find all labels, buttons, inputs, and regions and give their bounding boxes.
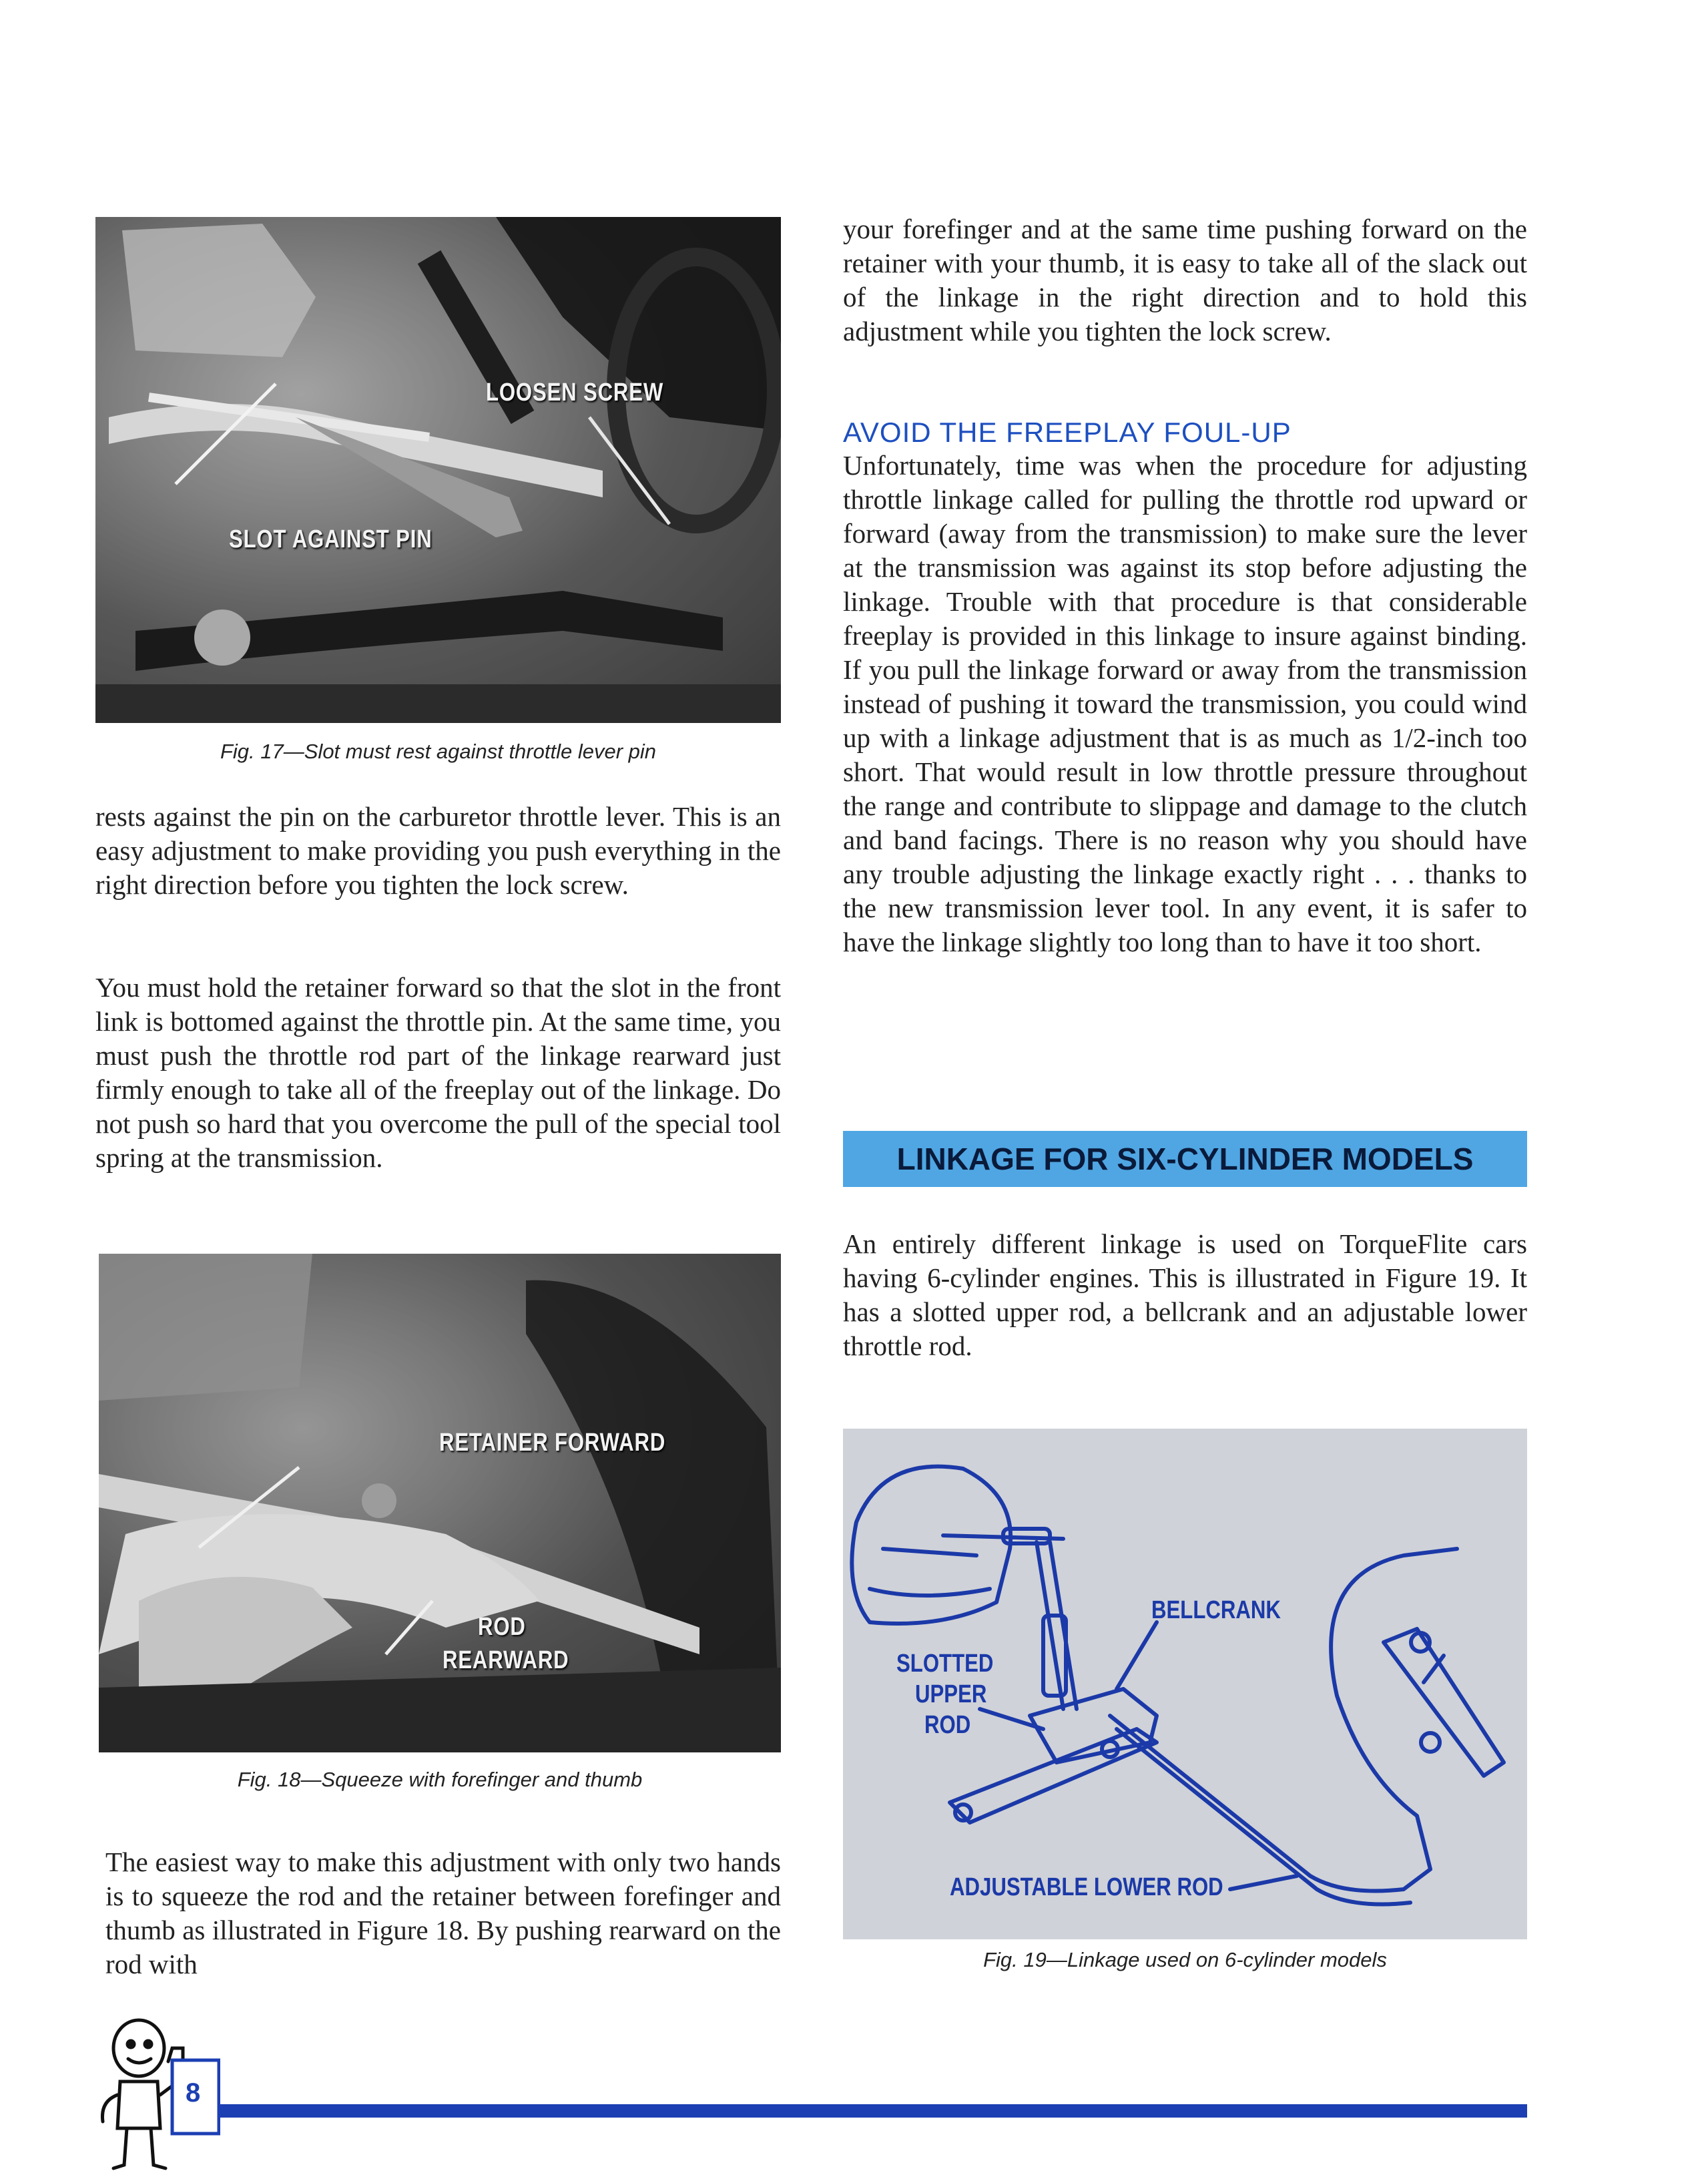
figure-17-caption: Fig. 17—Slot must rest against throttle lever pin [220,740,656,763]
hand-photo-illustration [99,1254,781,1752]
footer-rule [218,2104,1527,2118]
left-paragraph-3: The easiest way to make this adjustment with only two hands is to squeeze the rod and the retainer between forefinger and thumb as illustrated in Figure 18. By pushing rearward on the rod with [105,1847,781,1979]
figure-18-photo [99,1254,781,1752]
left-paragraph-2: You must hold the retainer forward so that the slot in the front link is bottomed against the throttle pin. At the same time, you must push the throttle rod part of the linkage rearward just firmly enough to take all of the freeplay out of the linkage. Do not push so hard that you overcome the pull of the special tool spring at the transmission. [95,972,781,1173]
slot-against-pin-label: SLOT AGAINST PIN [229,525,433,553]
rod-label-diagram: ROD [924,1711,971,1739]
page-number: 8 [186,2078,201,2108]
right-paragraph-2: Unfortunately, time was when the procedure for adjusting throttle linkage called for pulling the throttle rod upward or forward (away from the transmission) to make sure the lever at the transmission was against its stop before adjusting the linkage. Trouble with that procedure is that considerable freeplay is provided in this linkage to insure against binding. If you pull the linkage forward or away from the transmission instead of pushing it toward the transmission, you could wind up with a linkage adjustment that is as much as 1/2-inch too short. That would result in low throttle pressure throughout the range and contribute to slippage and damage to the clutch and band facings. There is no reason why you should have any trouble adjusting the linkage exactly right . . . thanks to the new transmission lever tool. In any event, it is safer to have the linkage slightly too long than to have it too short. [843,450,1527,957]
left-paragraph-1: rests against the pin on the carburetor throttle lever. This is an easy adjustment to make providing you push everything in the right direction before you tighten the lock screw. [95,801,781,900]
figure-19-caption: Fig. 19—Linkage used on 6-cylinder models [983,1948,1387,1971]
section-subhead: AVOID THE FREEPLAY FOUL-UP [843,417,1292,448]
mascot-logo [93,2015,220,2175]
mascot-icon [93,2015,220,2175]
figure-17-photo [95,217,781,723]
retainer-forward-label: RETAINER FORWARD [439,1429,666,1457]
right-paragraph-1: your forefinger and at the same time pushing forward on the retainer with your thumb, it is easy to take all of the slack out of the linkage in the right direction and to hold this adjustment while you tighten the lock screw. [843,214,1527,346]
section-banner: LINKAGE FOR SIX-CYLINDER MODELS [843,1131,1527,1187]
slotted-label: SLOTTED [896,1650,994,1678]
rearward-label: REARWARD [443,1646,569,1674]
engine-photo-illustration [95,217,781,723]
adjustable-lower-rod-label: ADJUSTABLE LOWER ROD [950,1873,1223,1901]
right-paragraph-3: An entirely different linkage is used on TorqueFlite cars having 6-cylinder engines. This is illustrated in Figure 19. It has a slotted upper rod, a bellcrank and an adjustable lower throttle rod. [843,1228,1527,1361]
bellcrank-label: BELLCRANK [1151,1596,1281,1624]
upper-label: UPPER [915,1680,987,1708]
rod-label: ROD [478,1613,526,1641]
loosen-screw-label: LOOSEN SCREW [486,379,664,407]
figure-18-caption: Fig. 18—Squeeze with forefinger and thumb [237,1768,643,1791]
figure-19-diagram [843,1429,1527,1939]
